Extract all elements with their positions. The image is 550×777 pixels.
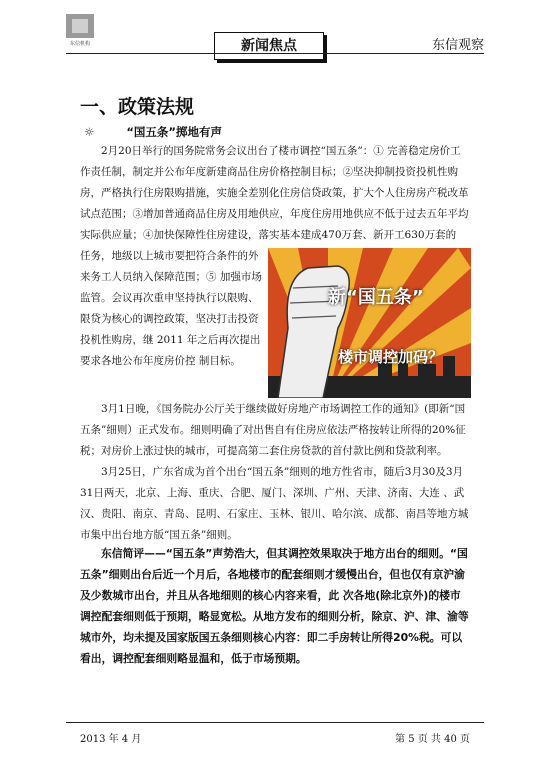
paragraph-3 xyxy=(80,462,470,546)
footer-date: 2013 年 4 月 xyxy=(80,734,142,745)
footer-divider xyxy=(66,722,484,723)
bullet-icon: ☼ xyxy=(84,125,95,139)
paragraph-1 xyxy=(80,141,470,246)
image-headline: 新“国五条” xyxy=(328,287,424,308)
header-tab-title: 新闻焦点 xyxy=(214,32,324,60)
paragraph-3-text: 3月25日，广东省成为首个出台“国五条”细则的地方性省市，随后3月30及3月31日两天，北京、上海、重庆、合肥、厦门、深圳、广州、天津、济南、大连 、武汉、贵阳、南京、青岛、昆明、石家庄、玉林、银川、哈尔滨、成都、南昌等地方城市集中出台地方版“国五条”细则。 xyxy=(80,466,469,541)
policy-illustration xyxy=(268,248,471,398)
logo-mark xyxy=(66,14,94,38)
sunburst-fist-graphic xyxy=(268,248,471,398)
header-brand: 东信观察 xyxy=(431,38,484,53)
subheading xyxy=(84,124,222,140)
header-divider xyxy=(66,53,484,54)
logo-caption: 东信机构 xyxy=(69,41,90,47)
footer-page-number: 第 5 页 共 40 页 xyxy=(395,734,470,745)
commentary-text: 东信简评——“国五条”声势浩大，但其调控效果取决于地方出台的细则。“国五条”细则出台后近一个月后，各地楼市的配套细则才缓慢出台，但也仅有京沪渝及少数城市出台，并且从各地细则的核心内容来看，此 次各地(除北京外)的楼市调控配套细则低于预期，略显宽松。从地方发布的细则分析，除京、沪、津、渝等城市外，均未提及国家版国五条细则核心内容：即二手房转让所得20%税。可以看出，调控配套细则略显温和，低于市场预期。 xyxy=(80,547,469,665)
paragraph-2 xyxy=(80,399,470,462)
paragraph-1-text: 2月20日举行的国务院常务会议出台了楼市调控“国五条”：① 完善稳定房价工作责任制，制定并公布年度新建商品住房价格控制目标；②坚决抑制投资投机性购房，严格执行住房限购措施，实施全差别化住房信贷政策，扩大个人住房房产税改革试点范围；③增加普通商品住房及用地供应，年度住房用地供应不低于过去五年平均实际供应量；④加快保障性住房建设，落实基本建成470万套、新开工630万套的 xyxy=(80,145,469,241)
image-subline: 楼市调控加码？ xyxy=(338,348,444,366)
section-title: 一、政策法规 xyxy=(80,96,195,118)
company-logo xyxy=(66,14,94,48)
commentary-paragraph xyxy=(80,543,470,669)
paragraph-2-text: 3月1日晚，《国务院办公厅关于继续做好房地产市场调控工作的通知》(即新“国五条”细则）正式发布。细则明确了对出售自有住房应依法严格按转让所得的20%征税；对房价上涨过快的城市，可提高第二套住房贷款的首付款比例和贷款利率。 xyxy=(80,403,466,457)
subheading-text: “国五条”掷地有声 xyxy=(126,125,222,139)
paragraph-1-wrap: 任务，地级以上城市要把符合条件的外来务工人员纳入保障范围；⑤ 加强市场监管。会议再次重申坚持执行以限购、限贷为核心的调控政策，坚决打击投资投机性购房，继 2011 年之后再次提出要求各地公布年度房价控 制目标。 xyxy=(80,250,262,367)
